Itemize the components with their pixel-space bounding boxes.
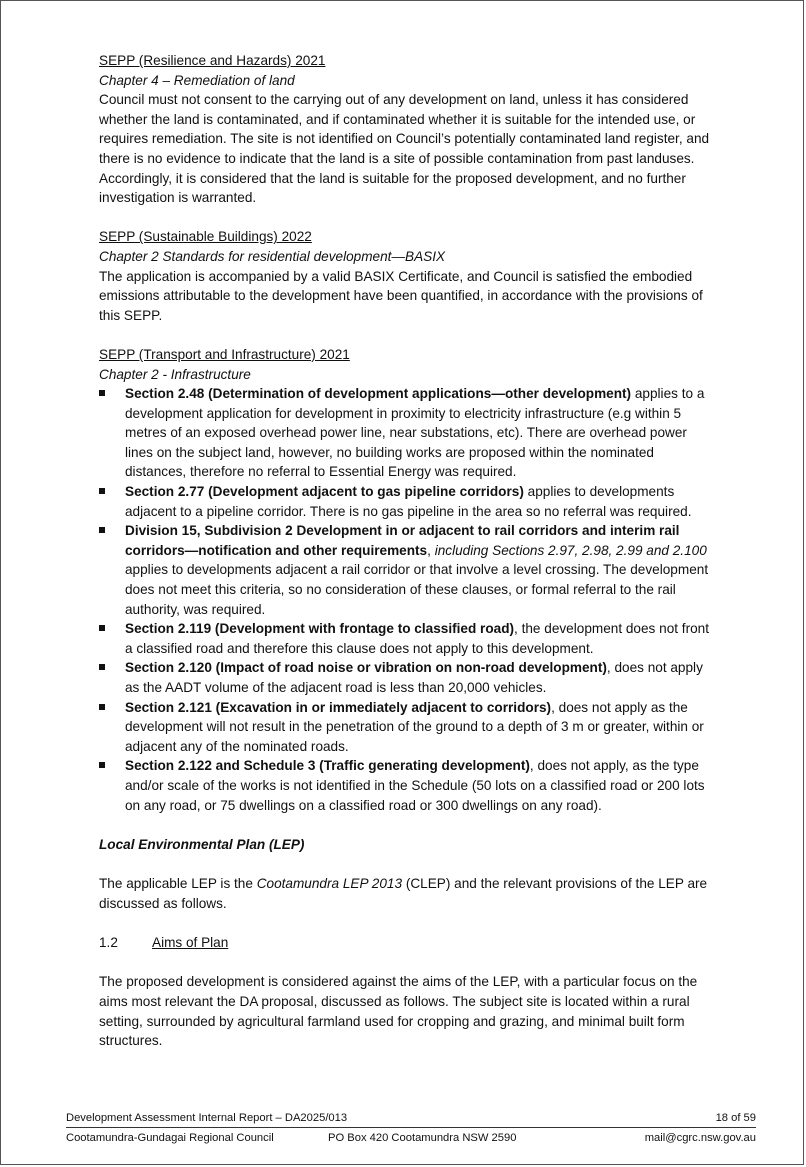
bullet-bold: Division 15, Subdivision 2 Development in or adjacent to rail corridors and interim rail corridors—notification and other requirements	[125, 523, 680, 558]
sepp-transport-section	[99, 345, 711, 815]
sepp-resilience-chapter: Chapter 4 – Remediation of land	[99, 72, 295, 88]
aims-of-plan-heading	[99, 933, 711, 953]
bullet-item	[99, 698, 711, 757]
sepp-resilience-body: Council must not consent to the carrying out of any development on land, unless it has considered whether the land is contaminated, and if contaminated whether it is suitable for the intended use, or requires remediation. The site is not identified on Council’s potentially contaminated land register, and there is no evidence to indicate that the land is a site of possible contamination from past landuses. Accordingly, it is considered that the land is suitable for the proposed development, and no further investigation is warranted.	[99, 92, 710, 206]
bullet-italic: including Sections 2.97, 2.98, 2.99 and 2.100	[434, 542, 707, 558]
bullet-bold: Section 2.77 (Development adjacent to gas pipeline corridors)	[125, 484, 524, 500]
bullet-text: applies to a development application for development in proximity to electricity infrastructure (e.g within 5 metres of an exposed overhead power line, near substations, etc). There are overhead power lines on the subject land, however, no building works are proposed within the nominated distances, therefore no referral to Essential Energy was required.	[125, 386, 705, 480]
document-content	[99, 51, 711, 1051]
bullet-item	[99, 384, 711, 482]
aims-of-plan-body: The proposed development is considered against the aims of the LEP, with a particular focus on the aims most relevant the DA proposal, discussed as follows. The subject site is located within a rural setting, surrounded by agricultural farmland used for cropping and grazing, and minimal built form structures.	[99, 974, 698, 1049]
bullet-text: applies to developments adjacent a rail corridor or that involve a level crossing. The development does not meet this criteria, so no consideration of these clauses, or formal referral to the rail authority, was required.	[125, 562, 709, 617]
section-number: 1.2	[99, 935, 118, 951]
lep-intro-start: The applicable LEP is the	[99, 876, 257, 892]
footer-report-line	[66, 1112, 756, 1128]
section-title: Aims of Plan	[152, 935, 229, 951]
sepp-sustainable-section	[99, 227, 711, 325]
sepp-resilience-section	[99, 51, 711, 208]
bullet-text: , does not apply as the AADT volume of the adjacent road is less than 20,000 vehicles.	[125, 660, 703, 695]
lep-intro-end: (CLEP) and the relevant provisions of the LEP are discussed as follows.	[99, 876, 708, 911]
footer-email: mail@cgrc.nsw.gov.au	[644, 1132, 756, 1144]
footer-council-name: Cootamundra-Gundagai Regional Council	[66, 1132, 274, 1144]
bullet-text: , does not apply as the development will not result in the penetration of the ground to a depth of 3 m or greater, within or adjacent any of the nominated roads.	[125, 699, 704, 754]
bullet-bold: Section 2.48 (Determination of development applications—other development)	[125, 386, 632, 402]
lep-intro-italic: Cootamundra LEP 2013	[256, 876, 403, 892]
bullet-text-prefix: ,	[427, 542, 435, 558]
sepp-sustainable-chapter: Chapter 2 Standards for residential development—BASIX	[99, 248, 446, 264]
bullet-bold: Section 2.122 and Schedule 3 (Traffic generating development)	[125, 758, 530, 774]
bullet-item	[99, 756, 711, 815]
sepp-transport-chapter: Chapter 2 - Infrastructure	[99, 366, 251, 382]
bullet-item	[99, 658, 711, 697]
bullet-item	[99, 521, 711, 619]
bullet-text: applies to developments adjacent to a pipeline corridor. There is no gas pipeline in the area so no referral was required.	[125, 484, 692, 519]
sepp-sustainable-body: The application is accompanied by a valid BASIX Certificate, and Council is satisfied the embodied emissions attributable to the development have been quantified, in accordance with the provisions of this SEPP.	[99, 268, 703, 323]
bullet-item	[99, 482, 711, 521]
lep-intro	[99, 874, 711, 913]
footer-page-number: 18 of 59	[715, 1112, 756, 1124]
sepp-transport-heading: SEPP (Transport and Infrastructure) 2021	[99, 346, 350, 362]
bullet-text: , the development does not front a classified road and therefore this clause does not apply to this development.	[125, 621, 710, 656]
sepp-transport-bullet-list	[99, 384, 711, 815]
sepp-resilience-heading: SEPP (Resilience and Hazards) 2021	[99, 53, 326, 68]
bullet-bold: Section 2.120 (Impact of road noise or vibration on non-road development)	[125, 660, 607, 676]
bullet-text: , does not apply, as the type and/or scale of the works is not identified in the Schedule (50 lots on a classified road or 200 lots on any road, or 75 dwellings on a classified road or 300 dwellings on any road).	[125, 758, 705, 813]
footer-report-title: Development Assessment Internal Report – DA2025/013	[66, 1112, 348, 1124]
bullet-bold: Section 2.119 (Development with frontage to classified road)	[125, 621, 515, 637]
sepp-sustainable-heading: SEPP (Sustainable Buildings) 2022	[99, 229, 312, 245]
bullet-bold: Section 2.121 (Excavation in or immediately adjacent to corridors)	[125, 699, 552, 715]
lep-heading: Local Environmental Plan (LEP)	[99, 837, 305, 853]
footer-contact-line	[66, 1132, 756, 1144]
footer-address: PO Box 420 Cootamundra NSW 2590	[328, 1132, 517, 1144]
bullet-item	[99, 619, 711, 658]
